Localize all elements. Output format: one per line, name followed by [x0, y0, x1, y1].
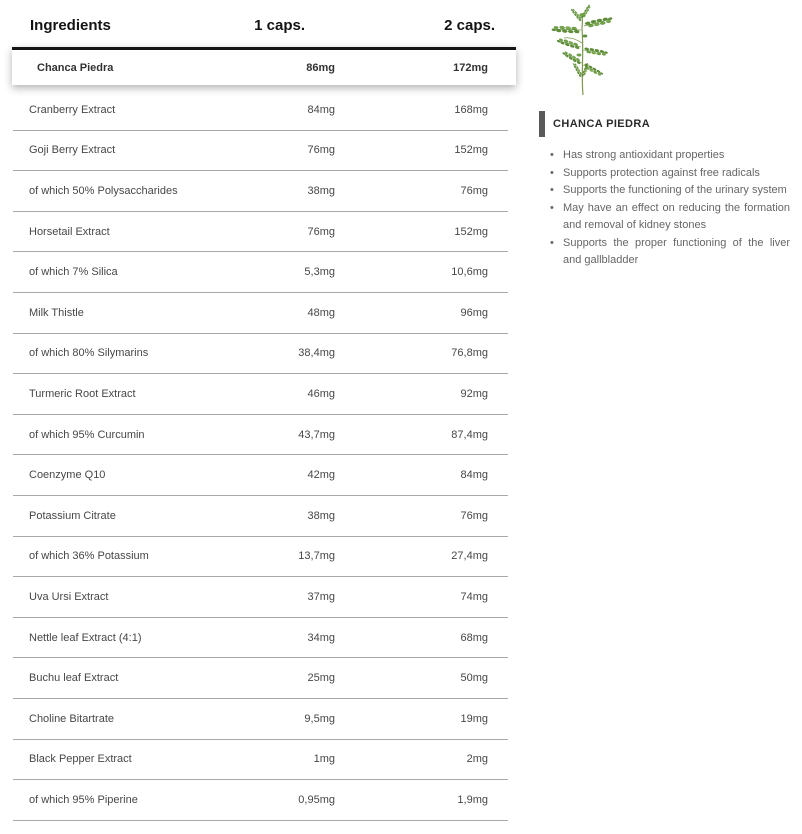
ingredient-amount-2caps: 68mg	[460, 631, 488, 644]
benefit-bullet: • Has strong antioxidant properties	[539, 147, 790, 165]
ingredient-amount-2caps: 76mg	[460, 184, 488, 197]
ingredient-name: Choline Bitartrate	[29, 712, 114, 725]
ingredients-table-body	[13, 90, 508, 821]
ingredient-name: Buchu leaf Extract	[29, 672, 119, 685]
ingredient-amount-1caps: 76mg	[307, 144, 335, 157]
ingredient-amount-1caps: 48mg	[307, 306, 335, 319]
ingredient-name: of which 36% Potassium	[29, 550, 149, 563]
ingredient-amount-2caps: 74mg	[460, 590, 488, 603]
info-panel-title: CHANCA PIEDRA	[553, 118, 651, 130]
header-2caps: 2 caps.	[444, 16, 495, 34]
ingredient-amount-1caps: 1mg	[313, 753, 335, 766]
ingredient-amount-1caps: 38,4mg	[298, 347, 335, 360]
ingredient-name: Potassium Citrate	[29, 509, 116, 522]
header-1caps: 1 caps.	[254, 16, 305, 34]
ingredient-name: Uva Ursi Extract	[29, 590, 109, 603]
ingredient-amount-2caps: 84mg	[460, 469, 488, 482]
info-panel-header	[539, 111, 790, 137]
ingredient-amount-2caps: 27,4mg	[451, 550, 488, 563]
ingredient-amount-1caps: 42mg	[307, 469, 335, 482]
ingredient-name: of which 7% Silica	[29, 266, 118, 279]
ingredient-amount-2caps: 76mg	[460, 509, 488, 522]
table-row	[13, 334, 508, 375]
ingredient-amount-2caps: 172mg	[453, 61, 488, 74]
highlight-row-chanca-piedra	[12, 47, 516, 85]
benefit-list	[539, 147, 790, 270]
table-row	[13, 293, 508, 334]
ingredient-amount-2caps: 10,6mg	[451, 266, 488, 279]
table-row	[13, 212, 508, 253]
ingredient-amount-1caps: 84mg	[307, 103, 335, 116]
table-row	[13, 131, 508, 172]
ingredient-amount-1caps: 0,95mg	[298, 793, 335, 806]
ingredient-name: of which 95% Curcumin	[29, 428, 145, 441]
benefit-bullet: • May have an effect on reducing the formation and removal of kidney stones	[539, 200, 790, 235]
ingredient-amount-1caps: 34mg	[307, 631, 335, 644]
ingredient-name: Black Pepper Extract	[29, 753, 132, 766]
benefit-bullet: • Supports protection against free radicals	[539, 165, 790, 183]
ingredient-amount-2caps: 152mg	[454, 225, 488, 238]
table-row	[13, 537, 508, 578]
info-panel	[539, 111, 790, 270]
table-row	[13, 415, 508, 456]
accent-bar	[539, 111, 545, 137]
ingredient-amount-1caps: 13,7mg	[298, 550, 335, 563]
ingredient-amount-1caps: 38mg	[307, 509, 335, 522]
table-row	[13, 496, 508, 537]
ingredient-amount-2caps: 96mg	[460, 306, 488, 319]
ingredient-amount-1caps: 9,5mg	[304, 712, 335, 725]
ingredient-amount-2caps: 92mg	[460, 387, 488, 400]
ingredient-amount-1caps: 38mg	[307, 184, 335, 197]
table-row	[13, 780, 508, 821]
table-row	[13, 577, 508, 618]
benefit-bullet: • Supports the functioning of the urinary system	[539, 182, 790, 200]
table-row	[13, 374, 508, 415]
ingredient-name: Chanca Piedra	[37, 61, 114, 74]
header-ingredients: Ingredients	[30, 16, 111, 34]
ingredient-amount-2caps: 2mg	[466, 753, 488, 766]
table-header	[13, 10, 508, 40]
ingredient-amount-2caps: 76,8mg	[451, 347, 488, 360]
ingredient-name: Horsetail Extract	[29, 225, 110, 238]
ingredient-amount-2caps: 19mg	[460, 712, 488, 725]
ingredient-amount-1caps: 25mg	[307, 672, 335, 685]
chanca-piedra-plant-image	[538, 3, 628, 97]
ingredient-amount-2caps: 168mg	[454, 103, 488, 116]
ingredient-name: Milk Thistle	[29, 306, 84, 319]
benefit-bullet: • Supports the proper functioning of the liver and gallbladder	[539, 235, 790, 270]
ingredient-name: Cranberry Extract	[29, 103, 116, 116]
ingredient-amount-2caps: 50mg	[460, 672, 488, 685]
table-row	[13, 455, 508, 496]
table-row	[13, 699, 508, 740]
ingredient-amount-1caps: 37mg	[307, 590, 335, 603]
ingredient-amount-1caps: 43,7mg	[298, 428, 335, 441]
table-row	[13, 618, 508, 659]
ingredient-amount-2caps: 152mg	[454, 144, 488, 157]
ingredient-amount-1caps: 46mg	[307, 387, 335, 400]
table-row	[13, 90, 508, 131]
table-row	[13, 740, 508, 781]
ingredient-name: Turmeric Root Extract	[29, 387, 136, 400]
ingredient-amount-2caps: 87,4mg	[451, 428, 488, 441]
ingredient-name: of which 80% Silymarins	[29, 347, 149, 360]
ingredient-amount-1caps: 86mg	[306, 61, 335, 74]
ingredient-name: Coenzyme Q10	[29, 469, 106, 482]
ingredient-amount-1caps: 5,3mg	[304, 266, 335, 279]
ingredient-amount-2caps: 1,9mg	[457, 793, 488, 806]
ingredient-name: of which 50% Polysaccharides	[29, 184, 178, 197]
table-row	[13, 171, 508, 212]
table-row	[13, 252, 508, 293]
ingredient-name: Goji Berry Extract	[29, 144, 116, 157]
ingredient-amount-1caps: 76mg	[307, 225, 335, 238]
table-row	[13, 658, 508, 699]
ingredient-name: Nettle leaf Extract (4:1)	[29, 631, 142, 644]
ingredient-name: of which 95% Piperine	[29, 793, 138, 806]
